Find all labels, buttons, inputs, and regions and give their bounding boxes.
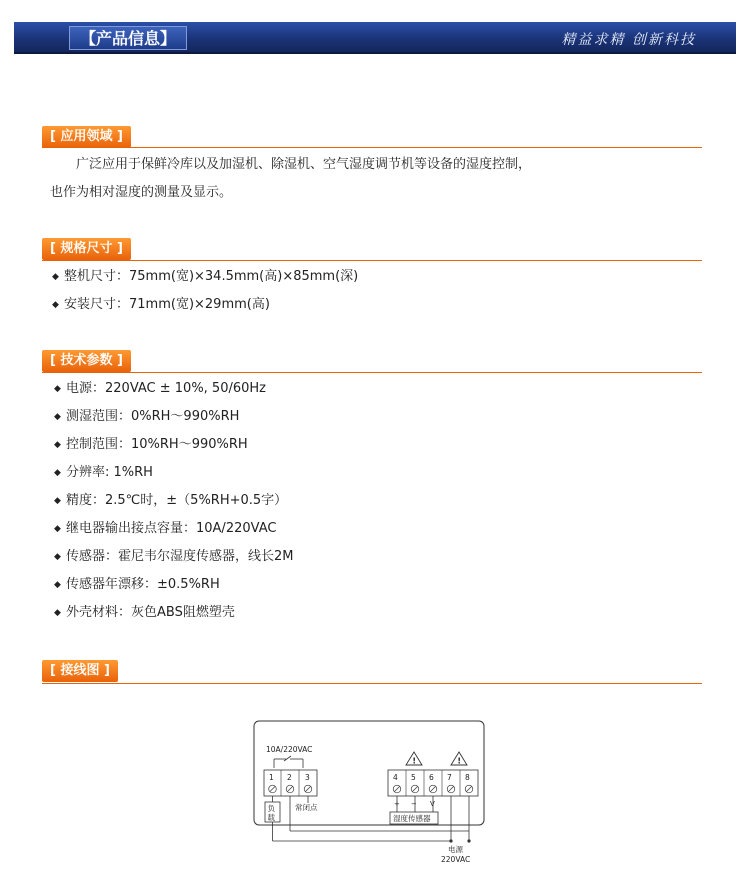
bullet-icon: ◆ — [54, 496, 61, 506]
bullet-icon: ◆ — [54, 412, 61, 422]
terminal-screw — [465, 785, 473, 793]
terminal-screw — [286, 785, 294, 793]
sensor-mark: − — [411, 800, 417, 808]
bullet-icon: ◆ — [54, 384, 61, 394]
terminal-number: 8 — [465, 773, 470, 782]
nc-label: 常闭点 — [295, 803, 318, 812]
terminal-screw — [411, 785, 419, 793]
sensor-mark: + — [394, 800, 400, 808]
terminal-number: 1 — [269, 773, 274, 782]
terminal-screw — [304, 785, 312, 793]
header-bar — [14, 22, 736, 54]
terminal-number: 5 — [411, 773, 416, 782]
svg-text:!: ! — [412, 756, 417, 766]
bullet-icon: ◆ — [54, 468, 61, 478]
power-label: 电源 — [448, 845, 463, 854]
svg-text:!: ! — [457, 756, 462, 766]
list-item: ◆ 传感器：霍尼韦尔湿度传感器，线长2M — [54, 549, 294, 564]
list-item: ◆ 传感器年漂移：±0.5%RH — [54, 577, 220, 592]
bullet-icon: ◆ — [54, 580, 61, 590]
bullet-icon: ◆ — [54, 552, 61, 562]
bullet-icon: ◆ — [54, 440, 61, 450]
list-item: ◆ 控制范围：10%RH～990%RH — [54, 437, 248, 452]
list-item: ◆ 电源：220VAC ± 10%, 50/60Hz — [54, 381, 266, 396]
section-tag-specs: [ 技术参数 ] — [42, 350, 131, 372]
section-tag-application: [ 应用领域 ] — [42, 126, 131, 148]
list-item: ◆ 外壳材料：灰色ABS阻燃塑壳 — [54, 605, 235, 620]
bullet-icon: ◆ — [54, 524, 61, 534]
terminal-number: 2 — [287, 773, 292, 782]
application-text-line2: 也作为相对湿度的测量及显示。 — [50, 185, 233, 200]
list-item: ◆ 分辨率: 1%RH — [54, 465, 153, 480]
page-title: 【产品信息】 — [69, 26, 187, 50]
list-item: ◆ 安装尺寸：71mm(宽)×29mm(高) — [52, 297, 270, 312]
terminal-number: 7 — [447, 773, 452, 782]
wire-junction — [449, 839, 452, 842]
terminal-number: 4 — [393, 773, 398, 782]
list-item: ◆ 继电器输出接点容量：10A/220VAC — [54, 521, 277, 536]
sensor-mark: V — [430, 800, 435, 808]
terminal-screw — [393, 785, 401, 793]
sensor-label: 湿度传感器 — [393, 814, 431, 823]
section-tag-wiring: [ 接线图 ] — [42, 660, 118, 682]
section-tag-dimensions: [ 规格尺寸 ] — [42, 238, 131, 260]
section-divider — [42, 147, 702, 148]
section-divider — [42, 260, 702, 261]
wire-junction — [467, 839, 470, 842]
bullet-icon: ◆ — [54, 608, 61, 618]
terminal-number: 6 — [429, 773, 434, 782]
bullet-icon: ◆ — [52, 272, 59, 282]
terminal-number: 3 — [305, 773, 310, 782]
section-divider — [42, 683, 702, 684]
header-slogan: 精益求精 创新科技 — [561, 32, 696, 48]
power-voltage: 220VAC — [441, 855, 471, 864]
terminal-screw — [447, 785, 455, 793]
list-item: ◆ 精度：2.5℃时，±（5%RH+0.5字） — [54, 493, 288, 508]
relay-label: 10A/220VAC — [266, 745, 313, 754]
application-text-line1: 广泛应用于保鲜冷库以及加湿机、除湿机、空气湿度调节机等设备的湿度控制， — [76, 157, 532, 172]
list-item: ◆ 测湿范围：0%RH～990%RH — [54, 409, 240, 424]
section-divider — [42, 372, 702, 373]
terminal-screw — [429, 785, 437, 793]
terminal-screw — [269, 785, 277, 793]
load-label: 负 — [267, 804, 275, 813]
bullet-icon: ◆ — [52, 300, 59, 310]
load-label: 载 — [267, 813, 275, 822]
list-item: ◆ 整机尺寸：75mm(宽)×34.5mm(高)×85mm(深) — [52, 269, 359, 284]
wiring-diagram — [248, 718, 488, 868]
